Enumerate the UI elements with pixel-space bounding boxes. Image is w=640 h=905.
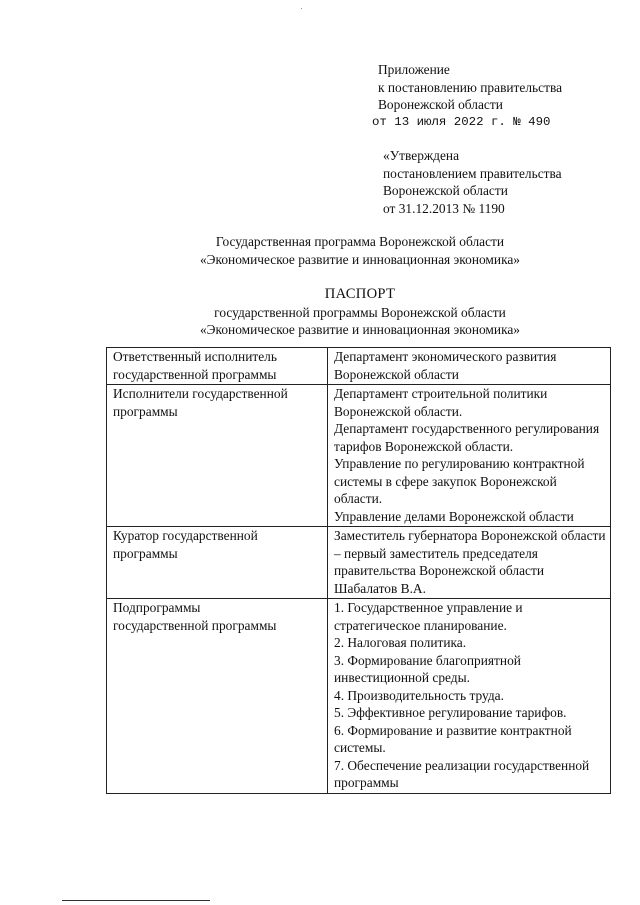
- subprogram-item: 6. Формирование и развитие контрактной системы.: [334, 722, 572, 755]
- subprogram-item: 7. Обеспечение реализации государственной программы: [334, 757, 590, 790]
- subprogram-item: 3. Формирование благоприятной инвестиционной среды.: [334, 652, 521, 685]
- label-line: государственной программы: [113, 617, 277, 633]
- row-value: [328, 385, 611, 527]
- row-value: [328, 348, 611, 385]
- subprogram-item: 5. Эффективное регулирование тарифов.: [334, 705, 567, 720]
- appendix-date-number: от 13 июля 2022 г. № 490: [372, 114, 551, 129]
- appendix-line: Воронежской области: [378, 97, 503, 112]
- label-line: программы: [113, 403, 178, 419]
- passport-subtitle-line: государственной программы Воронежской области: [214, 304, 506, 320]
- approval-line: Воронежской области: [383, 183, 508, 198]
- passport-title: [0, 286, 640, 339]
- label-line: Куратор государственной: [113, 528, 258, 543]
- appendix-note: [372, 61, 563, 131]
- executor-item: Управление по регулированию контрактной системы в сфере закупок Воронежской области.: [334, 456, 585, 506]
- approval-note: [383, 147, 562, 217]
- subprogram-item: 1. Государственное управление и стратегическое планирование.: [334, 600, 523, 633]
- subprogram-item: 4. Производительность труда.: [334, 687, 504, 703]
- passport-table: [106, 347, 611, 794]
- label-line: Ответственный исполнитель: [113, 349, 277, 364]
- executor-item: Управление делами Воронежской области: [334, 508, 574, 524]
- scan-speck: [301, 8, 302, 9]
- passport-heading: ПАСПОРТ: [324, 286, 396, 302]
- program-title-line: Государственная программа Воронежской области: [215, 234, 505, 249]
- row-value: [328, 527, 611, 599]
- row-label: [107, 599, 328, 794]
- approval-line: постановлением правительства: [383, 165, 562, 181]
- value-line: Воронежской области: [334, 366, 459, 382]
- approval-line: «Утверждена: [383, 148, 460, 163]
- subprogram-item: 2. Налоговая политика.: [334, 635, 467, 650]
- label-line: Подпрограммы: [113, 600, 201, 615]
- table-row: [107, 348, 611, 385]
- label-line: Исполнители государственной: [113, 386, 288, 401]
- label-line: программы: [113, 545, 178, 561]
- table-row: [107, 385, 611, 527]
- footnote-separator: [62, 900, 210, 901]
- approval-date-number: от 31.12.2013 № 1190: [383, 200, 505, 216]
- row-label: [107, 385, 328, 527]
- appendix-line: Приложение: [378, 62, 450, 77]
- program-title-line: «Экономическое развитие и инновационная экономика»: [199, 251, 521, 267]
- program-title: [0, 233, 640, 268]
- row-value: [328, 599, 611, 794]
- row-label: [107, 348, 328, 385]
- curator-text: Заместитель губернатора Воронежской области – первый заместитель председателя правительства Воронежской области Шабалатов В.А.: [334, 528, 606, 596]
- row-label: [107, 527, 328, 599]
- label-line: государственной программы: [113, 366, 277, 382]
- value-line: Департамент экономического развития: [334, 349, 557, 364]
- table-row: [107, 599, 611, 794]
- passport-subtitle-line: «Экономическое развитие и инновационная экономика»: [199, 322, 521, 337]
- executor-item: Департамент государственного регулирования тарифов Воронежской области.: [334, 421, 600, 454]
- table-row: [107, 527, 611, 599]
- appendix-line: к постановлению правительства: [378, 79, 563, 95]
- executor-item: Департамент строительной политики Воронежской области.: [334, 386, 548, 419]
